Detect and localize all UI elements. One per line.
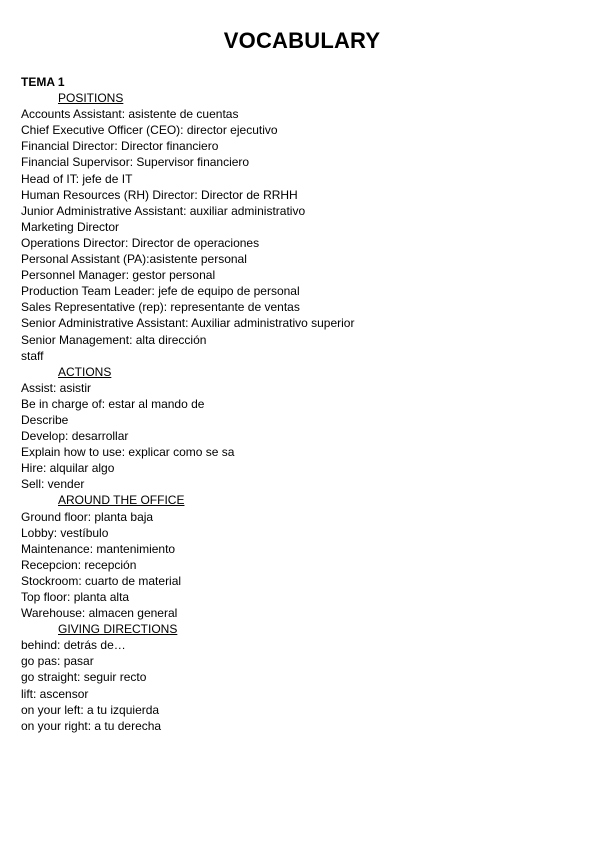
page-title: VOCABULARY (223, 28, 381, 53)
vocabulary-entry: go straight: seguir recto (21, 670, 147, 685)
vocabulary-entry: go pas: pasar (21, 654, 94, 669)
vocabulary-entry: Human Resources (RH) Director: Director de RRHH (21, 187, 298, 202)
vocabulary-entry: Hire: alquilar algo (21, 461, 115, 476)
vocabulary-entry: Maintenance: mantenimiento (21, 541, 176, 556)
vocabulary-entry: Chief Executive Officer (CEO): director ejecutivo (21, 123, 278, 138)
vocabulary-entry: Personal Assistant (PA):asistente personal (21, 252, 247, 267)
section-heading: GIVING DIRECTIONS (58, 622, 178, 637)
vocabulary-entry: Marketing Director (21, 219, 120, 234)
tema-heading: TEMA 1 (21, 75, 65, 89)
vocabulary-entry: Lobby: vestíbulo (21, 525, 109, 540)
vocabulary-entry: behind: detrás de… (21, 638, 126, 653)
vocabulary-entry: Accounts Assistant: asistente de cuentas (21, 107, 239, 122)
vocabulary-entry: Operations Director: Director de operaciones (21, 235, 260, 250)
vocabulary-entry: staff (21, 348, 44, 363)
vocabulary-entry: Financial Director: Director financiero (21, 139, 219, 154)
section-heading: ACTIONS (58, 364, 112, 379)
vocabulary-entry: Personnel Manager: gestor personal (21, 268, 216, 283)
vocabulary-entry: Ground floor: planta baja (21, 509, 154, 524)
vocabulary-entry: Head of IT: jefe de IT (21, 171, 133, 186)
vocabulary-entry: Production Team Leader: jefe de equipo de personal (21, 284, 300, 299)
vocabulary-entry: Develop: desarrollar (21, 429, 129, 444)
vocabulary-entry: Recepcion: recepción (21, 557, 137, 572)
vocabulary-entry: Sales Representative (rep): representante de ventas (21, 300, 300, 315)
vocabulary-entry: Sell: vender (21, 477, 85, 492)
vocabulary-entry: on your right: a tu derecha (21, 718, 162, 733)
vocabulary-entry: Be in charge of: estar al mando de (21, 396, 205, 411)
vocabulary-entry: Stockroom: cuarto de material (21, 573, 182, 588)
vocabulary-entry: Explain how to use: explicar como se sa (21, 445, 235, 460)
vocabulary-entry: Warehouse: almacen general (21, 606, 178, 621)
vocabulary-entry: Financial Supervisor: Supervisor financiero (21, 155, 250, 170)
vocabulary-entry: Junior Administrative Assistant: auxiliar administrativo (21, 203, 306, 218)
vocabulary-entry: Senior Administrative Assistant: Auxiliar administrativo superior (21, 316, 355, 331)
vocabulary-content (21, 74, 581, 734)
vocabulary-entry: lift: ascensor (21, 686, 89, 701)
vocabulary-entry: Describe (21, 412, 69, 427)
vocabulary-entry: Senior Management: alta dirección (21, 332, 207, 347)
vocabulary-entry: on your left: a tu izquierda (21, 702, 160, 717)
vocabulary-entry: Assist: asistir (21, 380, 92, 395)
section-heading: POSITIONS (58, 91, 124, 106)
vocabulary-entry: Top floor: planta alta (21, 590, 130, 604)
section-heading: AROUND THE OFFICE (58, 493, 185, 508)
